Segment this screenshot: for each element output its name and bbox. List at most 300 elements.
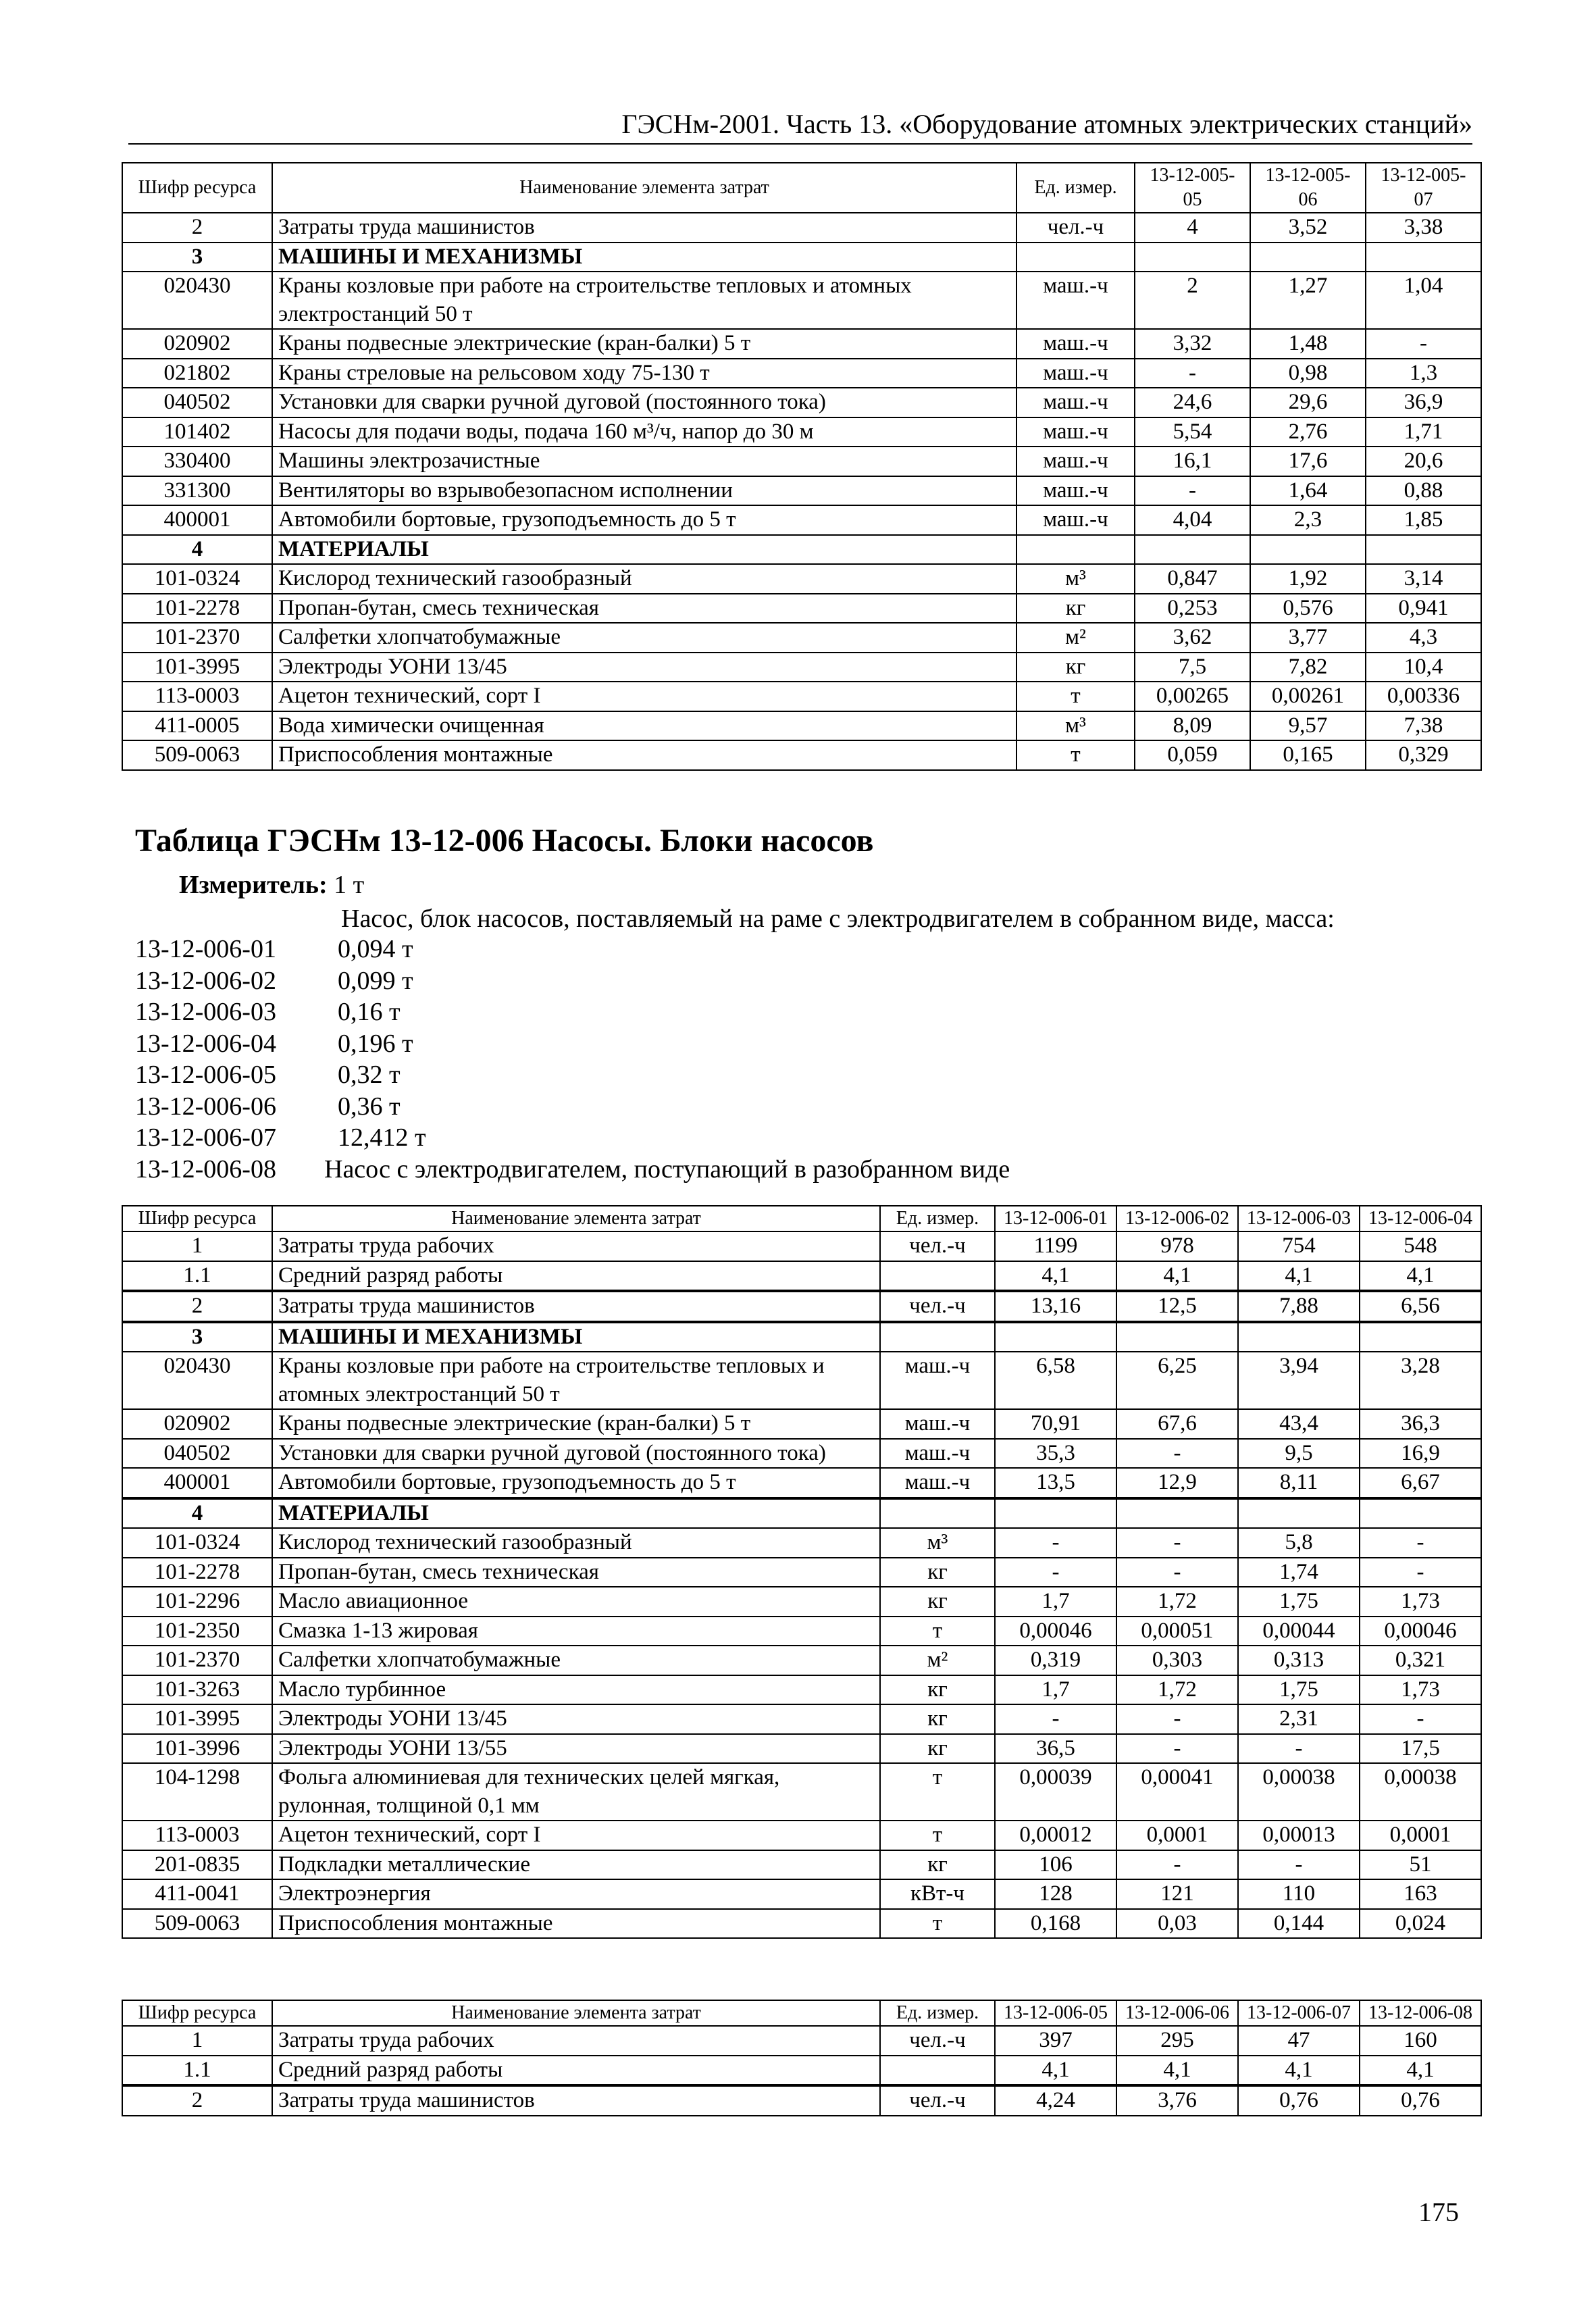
resource-code: 1.1 [122, 1261, 272, 1292]
norm-value: 978 [1116, 1231, 1238, 1261]
norm-value: 24,6 [1135, 388, 1250, 417]
table-row [122, 1909, 1481, 1939]
cost-element-name: Затраты труда рабочих [272, 2026, 880, 2056]
unit-of-measure: чел.-ч [880, 2026, 995, 2056]
column-header: Шифр ресурса [122, 2000, 272, 2026]
norm-code: 13-12-006-01 [135, 935, 276, 963]
unit-of-measure: кг [880, 1675, 995, 1705]
table-row [122, 623, 1481, 653]
meter-value: 1 т [334, 871, 365, 899]
norm-value: 0,024 [1360, 1909, 1481, 1939]
resource-code: 411-0041 [122, 1879, 272, 1909]
table-row [122, 711, 1481, 741]
cost-element-name: Насосы для подачи воды, подача 160 м³/ч, напор до 30 м [272, 417, 1016, 447]
norm-value: 548 [1360, 1231, 1481, 1261]
norm-value: 67,6 [1116, 1409, 1238, 1439]
resource-code: 101-2370 [122, 1646, 272, 1675]
cost-element-name: Затраты труда машинистов [272, 2085, 880, 2116]
norm-value: 1,92 [1250, 564, 1366, 594]
unit-of-measure: маш.-ч [1016, 329, 1135, 359]
resource-code: 040502 [122, 388, 272, 417]
cost-element-name: Краны козловые при работе на строительстве тепловых и атомных электростанций 50 т [272, 272, 1016, 329]
norm-value [1135, 535, 1250, 565]
norm-value: 1,73 [1360, 1587, 1481, 1617]
unit-of-measure: кг [880, 1704, 995, 1734]
norm-value: 5,54 [1135, 417, 1250, 447]
norm-code-item [135, 1059, 1010, 1091]
cost-element-name: Автомобили бортовые, грузоподъемность до 5 т [272, 505, 1016, 535]
resource-code: 3 [122, 243, 272, 272]
unit-of-measure: кг [880, 1587, 995, 1617]
resource-code: 1 [122, 2026, 272, 2056]
norm-value: 0,321 [1360, 1646, 1481, 1675]
norm-value: - [995, 1704, 1116, 1734]
column-header: Шифр ресурса [122, 163, 272, 213]
cost-element-name: Затраты труда машинистов [272, 213, 1016, 243]
norm-value: 70,91 [995, 1409, 1116, 1439]
table-row [122, 476, 1481, 506]
norm-value: 7,38 [1366, 711, 1481, 741]
cost-element-name: Краны козловые при работе на строительстве тепловых и атомных электростанций 50 т [272, 1352, 880, 1409]
norm-value: 0,168 [995, 1909, 1116, 1939]
norm-value: 6,58 [995, 1352, 1116, 1409]
meter-line [179, 869, 364, 901]
norm-value: 5,8 [1238, 1528, 1360, 1558]
table-row [122, 740, 1481, 770]
table-row [122, 505, 1481, 535]
norm-value [1360, 1498, 1481, 1529]
resource-code: 2 [122, 1291, 272, 1322]
norm-value: 3,28 [1360, 1352, 1481, 1409]
norm-value: - [1135, 476, 1250, 506]
resource-code: 4 [122, 1498, 272, 1529]
norm-value: - [995, 1528, 1116, 1558]
norm-value: 3,76 [1116, 2085, 1238, 2116]
norm-value: 1,74 [1238, 1558, 1360, 1587]
norm-value: 6,56 [1360, 1291, 1481, 1322]
cost-element-name: МАШИНЫ И МЕХАНИЗМЫ [272, 1322, 880, 1352]
resource-code: 101-2278 [122, 594, 272, 624]
resource-code: 400001 [122, 1468, 272, 1498]
column-header: Наименование элемента затрат [272, 163, 1016, 213]
norm-value: 0,144 [1238, 1909, 1360, 1939]
norm-value: 3,62 [1135, 623, 1250, 653]
resource-code: 113-0003 [122, 1821, 272, 1850]
norm-value: 397 [995, 2026, 1116, 2056]
norm-code: 13-12-006-05 [135, 1061, 276, 1089]
norm-code: 13-12-006-04 [135, 1029, 276, 1058]
resource-code: 101-3995 [122, 653, 272, 682]
table-row [122, 1734, 1481, 1764]
norm-value: 43,4 [1238, 1409, 1360, 1439]
cost-element-name: Краны подвесные электрические (кран-балки) 5 т [272, 1409, 880, 1439]
norm-value: - [1116, 1528, 1238, 1558]
cost-element-name: Кислород технический газообразный [272, 564, 1016, 594]
norm-value: 4,1 [1238, 2056, 1360, 2086]
norm-code: 13-12-006-06 [135, 1092, 276, 1121]
unit-of-measure [880, 1261, 995, 1292]
resource-code: 020902 [122, 329, 272, 359]
norm-value: 0,303 [1116, 1646, 1238, 1675]
table-row [122, 447, 1481, 476]
norm-value: 295 [1116, 2026, 1238, 2056]
resource-code: 101-3996 [122, 1734, 272, 1764]
resource-code: 101-2350 [122, 1617, 272, 1646]
table-row [122, 2026, 1481, 2056]
unit-of-measure [1016, 243, 1135, 272]
column-header: 13-12-006-02 [1116, 1206, 1238, 1231]
norm-value: 1,7 [995, 1675, 1116, 1705]
norm-value: 4,1 [1360, 1261, 1481, 1292]
norm-value: 0,00012 [995, 1821, 1116, 1850]
column-header: 13-12-006-01 [995, 1206, 1116, 1231]
norm-value: 4,1 [995, 1261, 1116, 1292]
norm-value [995, 1498, 1116, 1529]
table-row [122, 359, 1481, 388]
norm-value: 1,27 [1250, 272, 1366, 329]
norm-value: 1,73 [1360, 1675, 1481, 1705]
page-number: 175 [1418, 2197, 1459, 2227]
unit-of-measure: кг [880, 1850, 995, 1880]
norm-value: 6,67 [1360, 1468, 1481, 1498]
norm-value: 4,04 [1135, 505, 1250, 535]
norm-value: 10,4 [1366, 653, 1481, 682]
norm-value: 7,88 [1238, 1291, 1360, 1322]
norm-value: 36,5 [995, 1734, 1116, 1764]
cost-element-name: Масло авиационное [272, 1587, 880, 1617]
norm-code: 13-12-006-08 [135, 1154, 276, 1184]
norm-value: 36,3 [1360, 1409, 1481, 1439]
running-header: ГЭСНм-2001. Часть 13. «Оборудование атомных электрических станций» [128, 107, 1472, 145]
unit-of-measure: кг [880, 1734, 995, 1764]
norm-value: 6,25 [1116, 1352, 1238, 1409]
unit-of-measure: чел.-ч [880, 1231, 995, 1261]
table-row [122, 1409, 1481, 1439]
resource-code: 101-0324 [122, 1528, 272, 1558]
norm-value: 13,16 [995, 1291, 1116, 1322]
norm-value [1135, 243, 1250, 272]
norm-value: 0,00051 [1116, 1617, 1238, 1646]
resource-table-13-12-006-05-08 [122, 2000, 1482, 2116]
column-header: 13-12-005-05 [1135, 163, 1250, 213]
norm-value: 4,1 [995, 2056, 1116, 2086]
table-row [122, 1587, 1481, 1617]
resource-code: 509-0063 [122, 740, 272, 770]
cost-element-name: Электроды УОНИ 13/45 [272, 653, 1016, 682]
table-row [122, 653, 1481, 682]
meter-label: Измеритель: [179, 871, 328, 899]
norm-value: 2,3 [1250, 505, 1366, 535]
norm-value: 51 [1360, 1850, 1481, 1880]
norm-mass: 0,16 т [338, 998, 401, 1026]
column-header: Ед. измер. [880, 1206, 995, 1231]
norm-value: 9,5 [1238, 1439, 1360, 1469]
table-header-row [122, 1206, 1481, 1231]
norm-value: - [1360, 1558, 1481, 1587]
norm-value: 0,00046 [995, 1617, 1116, 1646]
norm-value: - [1116, 1704, 1238, 1734]
cost-element-name: Приспособления монтажные [272, 1909, 880, 1939]
norm-value: 36,9 [1366, 388, 1481, 417]
resource-code: 201-0835 [122, 1850, 272, 1880]
norm-value: 8,11 [1238, 1468, 1360, 1498]
norm-value: 47 [1238, 2026, 1360, 2056]
unit-of-measure: м² [880, 1646, 995, 1675]
table-row [122, 1617, 1481, 1646]
norm-value: 0,329 [1366, 740, 1481, 770]
table-title: Таблица ГЭСНм 13-12-006 Насосы. Блоки насосов [135, 823, 874, 859]
cost-element-name: Приспособления монтажные [272, 740, 1016, 770]
unit-of-measure: чел.-ч [880, 1291, 995, 1322]
cost-element-name: МАТЕРИАЛЫ [272, 1498, 880, 1529]
norm-value: - [1116, 1734, 1238, 1764]
norm-value: 106 [995, 1850, 1116, 1880]
resource-code: 020430 [122, 272, 272, 329]
column-header: Наименование элемента затрат [272, 2000, 880, 2026]
cost-element-name: Фольга алюминиевая для технических целей мягкая, рулонная, толщиной 0,1 мм [272, 1763, 880, 1821]
norm-value: 1,7 [995, 1587, 1116, 1617]
cost-element-name: Ацетон технический, сорт I [272, 1821, 880, 1850]
resource-code: 330400 [122, 447, 272, 476]
table-row [122, 564, 1481, 594]
norm-value: - [1238, 1850, 1360, 1880]
cost-element-name: Салфетки хлопчатобумажные [272, 1646, 880, 1675]
norm-value: 163 [1360, 1879, 1481, 1909]
norm-value: - [1116, 1558, 1238, 1587]
resource-code: 021802 [122, 359, 272, 388]
unit-of-measure: маш.-ч [880, 1439, 995, 1469]
resource-code: 101-3263 [122, 1675, 272, 1705]
cost-element-name: Кислород технический газообразный [272, 1528, 880, 1558]
norm-value: 4,1 [1116, 2056, 1238, 2086]
cost-element-name: Средний разряд работы [272, 1261, 880, 1292]
resource-code: 3 [122, 1322, 272, 1352]
table-row [122, 1439, 1481, 1469]
table-row [122, 594, 1481, 624]
norm-value: 0,00041 [1116, 1763, 1238, 1821]
column-header: 13-12-006-07 [1238, 2000, 1360, 2026]
cost-element-name: МАТЕРИАЛЫ [272, 535, 1016, 565]
unit-of-measure: маш.-ч [880, 1409, 995, 1439]
norm-value: 17,6 [1250, 447, 1366, 476]
unit-of-measure: т [1016, 740, 1135, 770]
unit-of-measure: м² [1016, 623, 1135, 653]
norm-value: 0,76 [1238, 2085, 1360, 2116]
norm-value: - [1238, 1734, 1360, 1764]
norm-value: 1,48 [1250, 329, 1366, 359]
norm-description: Насос, блок насосов, поставляемый на раме с электродвигателем в собранном виде, масса: [341, 905, 1335, 933]
unit-of-measure: т [880, 1909, 995, 1939]
column-header: 13-12-005-06 [1250, 163, 1366, 213]
norm-value: 13,5 [995, 1468, 1116, 1498]
table-row [122, 1879, 1481, 1909]
resource-code: 040502 [122, 1439, 272, 1469]
norm-value [1250, 535, 1366, 565]
resource-code: 101-0324 [122, 564, 272, 594]
resource-code: 101-2370 [122, 623, 272, 653]
table-row [122, 1646, 1481, 1675]
unit-of-measure [880, 1322, 995, 1352]
unit-of-measure: маш.-ч [880, 1468, 995, 1498]
norm-value: 1,64 [1250, 476, 1366, 506]
norm-value: 29,6 [1250, 388, 1366, 417]
unit-of-measure: т [880, 1763, 995, 1821]
unit-of-measure: маш.-ч [1016, 476, 1135, 506]
norm-value [1250, 243, 1366, 272]
section-row [122, 535, 1481, 565]
cost-element-name: Смазка 1-13 жировая [272, 1617, 880, 1646]
norm-value [1366, 243, 1481, 272]
norm-value: 0,0001 [1116, 1821, 1238, 1850]
unit-of-measure [880, 1498, 995, 1529]
cost-element-name: Автомобили бортовые, грузоподъемность до 5 т [272, 1468, 880, 1498]
norm-value: 16,9 [1360, 1439, 1481, 1469]
norm-value: 4 [1135, 213, 1250, 243]
norm-value: 3,52 [1250, 213, 1366, 243]
unit-of-measure: маш.-ч [1016, 417, 1135, 447]
norm-value [1116, 1498, 1238, 1529]
table-row [122, 417, 1481, 447]
table-row [122, 1763, 1481, 1821]
cost-element-name: Пропан-бутан, смесь техническая [272, 594, 1016, 624]
resource-table-13-12-006-01-04 [122, 1205, 1482, 1939]
norm-value: 0,059 [1135, 740, 1250, 770]
unit-of-measure: маш.-ч [1016, 505, 1135, 535]
cost-element-name: МАШИНЫ И МЕХАНИЗМЫ [272, 243, 1016, 272]
norm-value: 3,32 [1135, 329, 1250, 359]
cost-element-name: Машины электрозачистные [272, 447, 1016, 476]
resource-code: 400001 [122, 505, 272, 535]
norm-value: 2,76 [1250, 417, 1366, 447]
norm-mass: 0,099 т [338, 966, 413, 995]
norm-value: 0,313 [1238, 1646, 1360, 1675]
resource-code: 020430 [122, 1352, 272, 1409]
table-row [122, 2056, 1481, 2086]
resource-code: 1 [122, 1231, 272, 1261]
norm-code-item [135, 934, 1010, 965]
unit-of-measure: чел.-ч [880, 2085, 995, 2116]
table-row [122, 329, 1481, 359]
norm-value: 4,1 [1116, 1261, 1238, 1292]
norm-mass: 0,196 т [338, 1029, 413, 1058]
norm-value: 4,24 [995, 2085, 1116, 2116]
unit-of-measure: т [880, 1617, 995, 1646]
norm-value: 1,75 [1238, 1587, 1360, 1617]
norm-value: 0,319 [995, 1646, 1116, 1675]
norm-value: - [995, 1558, 1116, 1587]
unit-of-measure: м³ [1016, 564, 1135, 594]
unit-of-measure: маш.-ч [880, 1352, 995, 1409]
norm-value: 35,3 [995, 1439, 1116, 1469]
norm-value [1238, 1498, 1360, 1529]
column-header: 13-12-005-07 [1366, 163, 1481, 213]
norm-value: 3,77 [1250, 623, 1366, 653]
norm-value: 0,0001 [1360, 1821, 1481, 1850]
norm-value: 1,75 [1238, 1675, 1360, 1705]
table-row [122, 1291, 1481, 1322]
cost-element-name: Затраты труда машинистов [272, 1291, 880, 1322]
norm-value: 0,00038 [1238, 1763, 1360, 1821]
norm-value: 0,165 [1250, 740, 1366, 770]
norm-mass: Насос с электродвигателем, поступающий в разобранном виде [324, 1154, 1010, 1184]
norm-value: 7,82 [1250, 653, 1366, 682]
cost-element-name: Салфетки хлопчатобумажные [272, 623, 1016, 653]
section-row [122, 1498, 1481, 1529]
norm-value: 1199 [995, 1231, 1116, 1261]
table-row [122, 1528, 1481, 1558]
norm-code-item [135, 996, 1010, 1028]
resource-code: 1.1 [122, 2056, 272, 2086]
norm-mass: 0,32 т [338, 1061, 401, 1089]
norm-value: - [1360, 1528, 1481, 1558]
norm-value: 0,00013 [1238, 1821, 1360, 1850]
norm-value: - [1360, 1704, 1481, 1734]
norm-value: 17,5 [1360, 1734, 1481, 1764]
table-row [122, 1261, 1481, 1292]
unit-of-measure: маш.-ч [1016, 447, 1135, 476]
norm-code-item [135, 1122, 1010, 1154]
column-header: Наименование элемента затрат [272, 1206, 880, 1231]
norm-value: 16,1 [1135, 447, 1250, 476]
norm-code-item [135, 965, 1010, 997]
resource-code: 2 [122, 2085, 272, 2116]
column-header: 13-12-006-03 [1238, 1206, 1360, 1231]
table-row [122, 1558, 1481, 1587]
norm-value: 0,00046 [1360, 1617, 1481, 1646]
unit-of-measure: м³ [880, 1528, 995, 1558]
norm-value: 754 [1238, 1231, 1360, 1261]
cost-element-name: Установки для сварки ручной дуговой (постоянного тока) [272, 388, 1016, 417]
norm-value: 4,3 [1366, 623, 1481, 653]
column-header: 13-12-006-06 [1116, 2000, 1238, 2026]
norm-value: 3,14 [1366, 564, 1481, 594]
resource-table-13-12-005 [122, 162, 1482, 771]
norm-value: 7,5 [1135, 653, 1250, 682]
norm-value: 110 [1238, 1879, 1360, 1909]
cost-element-name: Электроэнергия [272, 1879, 880, 1909]
column-header: 13-12-006-05 [995, 2000, 1116, 2026]
norm-value: 0,00044 [1238, 1617, 1360, 1646]
norm-code-item [135, 1028, 1010, 1060]
norm-value [995, 1322, 1116, 1352]
norm-value: 0,941 [1366, 594, 1481, 624]
cost-element-name: Вентиляторы во взрывобезопасном исполнении [272, 476, 1016, 506]
norm-value: - [1135, 359, 1250, 388]
norm-value: 0,00038 [1360, 1763, 1481, 1821]
norm-value: 121 [1116, 1879, 1238, 1909]
table-row [122, 1468, 1481, 1498]
norm-code-item [135, 1091, 1010, 1123]
resource-code: 331300 [122, 476, 272, 506]
column-header: 13-12-006-08 [1360, 2000, 1481, 2026]
table-header-row [122, 2000, 1481, 2026]
norm-value: 0,03 [1116, 1909, 1238, 1939]
unit-of-measure: кг [1016, 594, 1135, 624]
norm-value: 0,253 [1135, 594, 1250, 624]
norm-value: 0,98 [1250, 359, 1366, 388]
cost-element-name: Электроды УОНИ 13/55 [272, 1734, 880, 1764]
resource-code: 113-0003 [122, 682, 272, 711]
norm-mass: 12,412 т [338, 1123, 426, 1152]
norm-value: 1,04 [1366, 272, 1481, 329]
norm-value: 1,3 [1366, 359, 1481, 388]
norm-mass: 0,36 т [338, 1092, 401, 1121]
unit-of-measure: маш.-ч [1016, 272, 1135, 329]
norm-value: 0,00265 [1135, 682, 1250, 711]
cost-element-name: Подкладки металлические [272, 1850, 880, 1880]
unit-of-measure [880, 2056, 995, 2086]
unit-of-measure: кг [880, 1558, 995, 1587]
